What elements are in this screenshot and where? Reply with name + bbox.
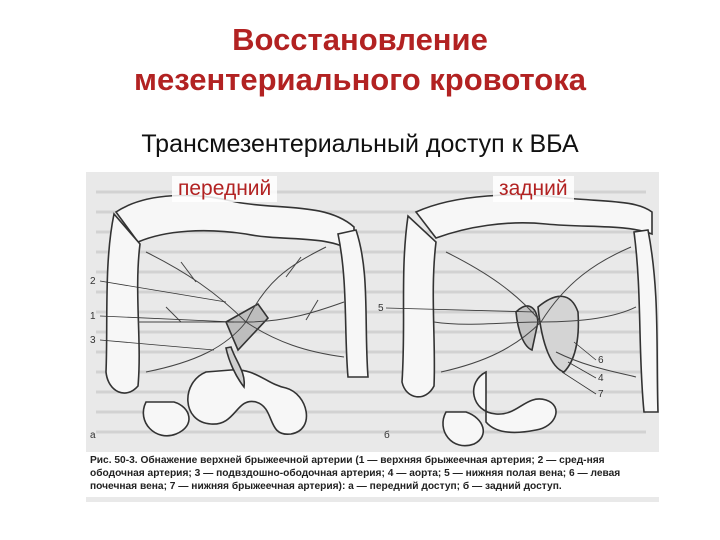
title-line-2: мезентериального кровотока bbox=[134, 62, 586, 97]
marker-b-5: 5 bbox=[378, 303, 384, 314]
label-posterior-approach: задний bbox=[493, 176, 574, 202]
title-line-1: Восстановление bbox=[232, 22, 488, 57]
marker-a-1: 1 bbox=[90, 311, 96, 322]
figure-caption bbox=[86, 452, 659, 497]
caption-figure-number: Рис. 50-3. bbox=[90, 455, 138, 466]
panel-b-letter: б bbox=[384, 430, 390, 441]
marker-a-3: 3 bbox=[90, 335, 96, 346]
marker-b-7: 7 bbox=[598, 389, 604, 400]
label-anterior-approach: передний bbox=[172, 176, 277, 202]
panel-a-drawing bbox=[100, 195, 368, 435]
marker-a-2: 2 bbox=[90, 276, 96, 287]
marker-b-6: 6 bbox=[598, 355, 604, 366]
marker-b-4: 4 bbox=[598, 373, 604, 384]
slide-title bbox=[0, 20, 720, 100]
slide-subtitle: Трансмезентериальный доступ к ВБА bbox=[141, 130, 579, 158]
caption-text: Обнажение верхней брыжеечной артерии (1 — верхняя брыжеечная артерия; 2 — сред-няя ободочная артерия; 3 — подвздошно-ободочная артерия; 4 — аорта; 5 — нижняя полая вена; 6 — левая почечная вена; 7 — нижняя брыжеечная артерия): а — передний доступ; б — задний доступ. bbox=[90, 455, 621, 492]
panel-a-letter: а bbox=[90, 430, 96, 441]
